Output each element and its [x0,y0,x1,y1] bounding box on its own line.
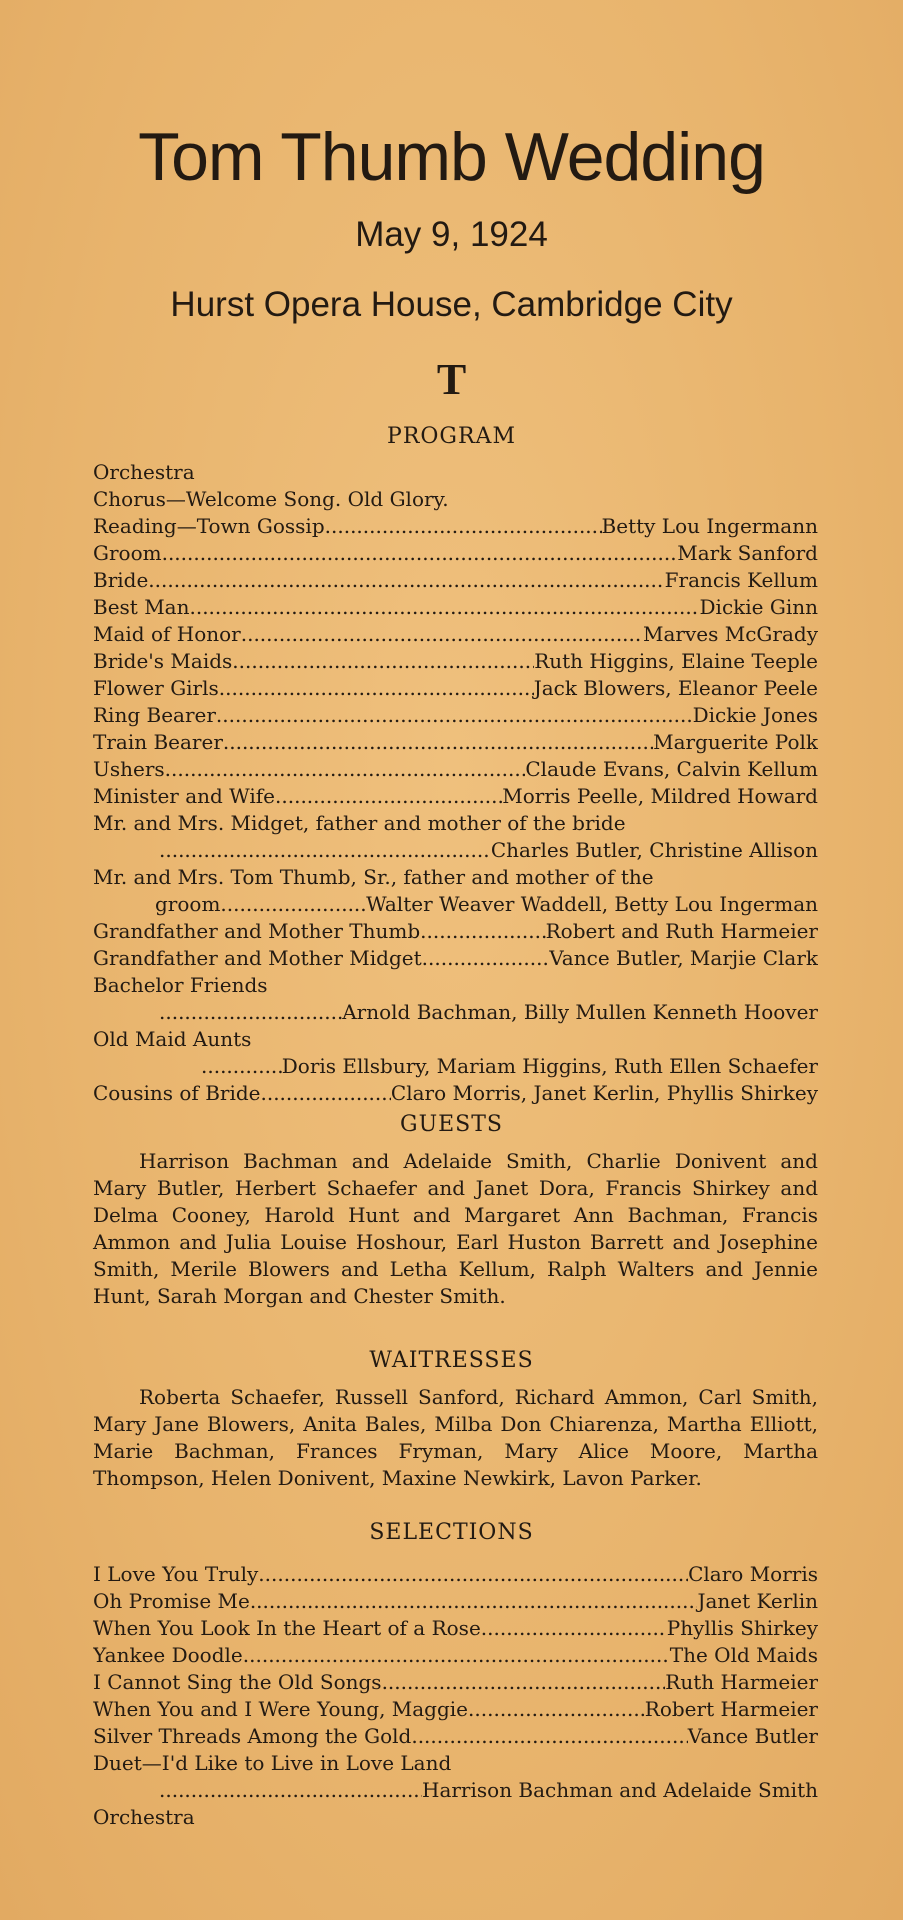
program-line-performer: Claude Evans, Calvin Kellum [525,757,818,781]
program-line-label: Grandfather and Mother Thumb [93,919,421,943]
program-line [93,675,818,702]
dot-leader [201,1053,282,1080]
dot-leader [159,999,342,1026]
program-line-label: Chorus—Welcome Song. Old Glory. [93,487,449,511]
selections-line-label: Oh Promise Me [93,1589,250,1613]
program-line-label: Bachelor Friends [93,973,268,997]
program-line-label: Train Bearer [93,730,223,754]
program-line-label: Mr. and Mrs. Tom Thumb, Sr., father and mother of the [93,865,654,889]
program-line [93,972,818,999]
selections-line-performer: Phyllis Shirkey [666,1616,818,1640]
dot-leader [422,945,550,972]
program-line [93,594,818,621]
dot-leader [219,675,534,702]
program-line [93,945,818,972]
program-line-label: Minister and Wife [93,784,276,808]
dot-leader [165,756,526,783]
program-line [93,918,818,945]
selections-line-performer: Claro Morris [688,1562,818,1586]
program-line-performer: Ruth Higgins, Elaine Teeple [534,649,818,673]
program-line-performer: Morris Peelle, Mildred Howard [502,784,818,808]
selections-line-label: I Love You Truly [93,1562,259,1586]
program-line [93,648,818,675]
dot-leader [260,1080,390,1107]
program-line-label: Best Man [93,595,190,619]
program-line-label: Maid of Honor [93,622,241,646]
selections-line [93,1777,818,1804]
program-line [93,540,818,567]
selections-line [93,1696,818,1723]
dot-leader [468,1696,645,1723]
program-line [93,864,818,891]
selections-line-performer: Ruth Harmeier [665,1670,818,1694]
dot-leader [148,567,664,594]
program-line-label: Old Maid Aunts [93,1027,252,1051]
program-line [93,1080,818,1107]
dot-leader [258,1561,688,1588]
monogram-ornament: T [436,355,467,404]
guests-text: Harrison Bachman and Adelaide Smith, Charlie Donivent and Mary Butler, Herbert Schaefer and Janet Dora, Francis Shirkey and Delma Cooney, Harold Hunt and Margaret Ann Bachman, Francis Ammon and Julia Louise Hoshour, Earl Huston Barrett and Josephine Smith, Merile Blowers and Letha Kellum, Ralph Walters and Jennie Hunt, Sarah Morgan and Chester Smith. [93,1149,818,1308]
program-line-label: Ring Bearer [93,703,216,727]
program-line-label: groom [155,892,221,916]
program-line-label: Ushers [93,757,165,781]
program-line [93,567,818,594]
selections-line [93,1588,818,1615]
selections-list [93,1561,818,1831]
selections-line-performer: Vance Butler [687,1724,818,1748]
program-line-label: Orchestra [93,460,195,484]
selections-line [93,1642,818,1669]
program-line-performer: Robert and Ruth Harmeier [545,919,818,943]
waitresses-heading: WAITRESSES [369,1348,534,1373]
dot-leader [189,594,699,621]
program-line-performer: Charles Butler, Christine Allison [490,838,818,862]
program-line-performer: Claro Morris, Janet Kerlin, Phyllis Shirkey [390,1081,818,1105]
dot-leader [216,702,693,729]
dot-leader [223,729,653,756]
dot-leader [420,918,545,945]
program-line-performer: Mark Sanford [677,541,818,565]
program-line [93,702,818,729]
program-line [93,513,818,540]
dot-leader [325,513,602,540]
waitresses-text: Roberta Schaefer, Russell Sanford, Richard Ammon, Carl Smith, Mary Jane Blowers, Anita Bales, Milba Don Chiarenza, Martha Elliott, Marie Bachman, Frances Fryman, Mary Alice Moore, Martha Thompson, Helen Donivent, Maxine Newkirk, Lavon Parker. [93,1385,818,1490]
program-line [93,891,818,918]
dot-leader [241,621,643,648]
dot-leader [159,1777,422,1804]
program-line-performer: Dickie Ginn [699,595,818,619]
selections-line-performer: Robert Harmeier [644,1697,818,1721]
selections-line [93,1561,818,1588]
selections-line-label: Orchestra [93,1805,195,1829]
program-line [93,810,818,837]
program-line-label: Bride's Maids [93,649,233,673]
program-line-label: Grandfather and Mother Midget [93,946,422,970]
selections-line [93,1804,818,1831]
program-line-label: Reading—Town Gossip [93,514,325,538]
program-line [93,729,818,756]
selections-line [93,1750,818,1777]
program-line-performer: Marguerite Polk [653,730,818,754]
program-heading: PROGRAM [387,424,516,449]
program-line-performer: Betty Lou Ingermann [601,514,818,538]
program-line [93,1053,818,1080]
selections-line-label: Silver Threads Among the Gold [93,1724,412,1748]
program-line-performer: Dickie Jones [692,703,818,727]
dot-leader [411,1723,687,1750]
selections-line-label: When You Look In the Heart of a Rose [93,1616,481,1640]
selections-line [93,1669,818,1696]
program-line-label: Flower Girls [93,676,219,700]
program-line-label: Bride [93,568,149,592]
program-line-performer: Walter Weaver Waddell, Betty Lou Ingerman [366,892,818,916]
selections-line-performer: Harrison Bachman and Adelaide Smith [422,1778,818,1802]
dot-leader [159,837,491,864]
guests-heading: GUESTS [400,1112,503,1137]
program-line [93,1026,818,1053]
program-line [93,837,818,864]
dot-leader [481,1615,667,1642]
program-line [93,999,818,1026]
selections-line-label: When You and I Were Young, Maggie [93,1697,469,1721]
program-line-label: Groom [93,541,162,565]
selections-line [93,1723,818,1750]
program-line-label: Mr. and Mrs. Midget, father and mother of the bride [93,811,626,835]
selections-line-label: Yankee Doodle [93,1643,243,1667]
program-line [93,459,818,486]
dot-leader [162,540,678,567]
program-line [93,783,818,810]
program-line [93,621,818,648]
dot-leader [243,1642,670,1669]
event-date: May 9, 1924 [355,215,548,254]
document-title: Tom Thumb Wedding [138,119,765,195]
dot-leader [232,648,534,675]
program-line [93,486,818,513]
program-line-performer: Doris Ellsbury, Mariam Higgins, Ruth Ellen Schaefer [281,1054,818,1078]
dot-leader [275,783,502,810]
program-line-performer: Jack Blowers, Eleanor Peele [533,676,818,700]
program-line-performer: Francis Kellum [664,568,818,592]
program-line-performer: Arnold Bachman, Billy Mullen Kenneth Hoover [342,1000,818,1024]
selections-line-performer: The Old Maids [669,1643,818,1667]
program-line-label: Cousins of Bride [93,1081,261,1105]
selections-line [93,1615,818,1642]
dot-leader [250,1588,698,1615]
selections-heading: SELECTIONS [369,1520,534,1545]
program-line [93,756,818,783]
program-line-performer: Vance Butler, Marjie Clark [549,946,818,970]
program-line-performer: Marves McGrady [643,622,818,646]
selections-line-label: I Cannot Sing the Old Songs [93,1670,382,1694]
selections-line-performer: Janet Kerlin [697,1589,818,1613]
event-venue: Hurst Opera House, Cambridge City [170,285,733,324]
dot-leader [220,891,366,918]
program-list [93,459,818,1107]
dot-leader [382,1669,666,1696]
selections-line-label: Duet—I'd Like to Live in Love Land [93,1751,452,1775]
